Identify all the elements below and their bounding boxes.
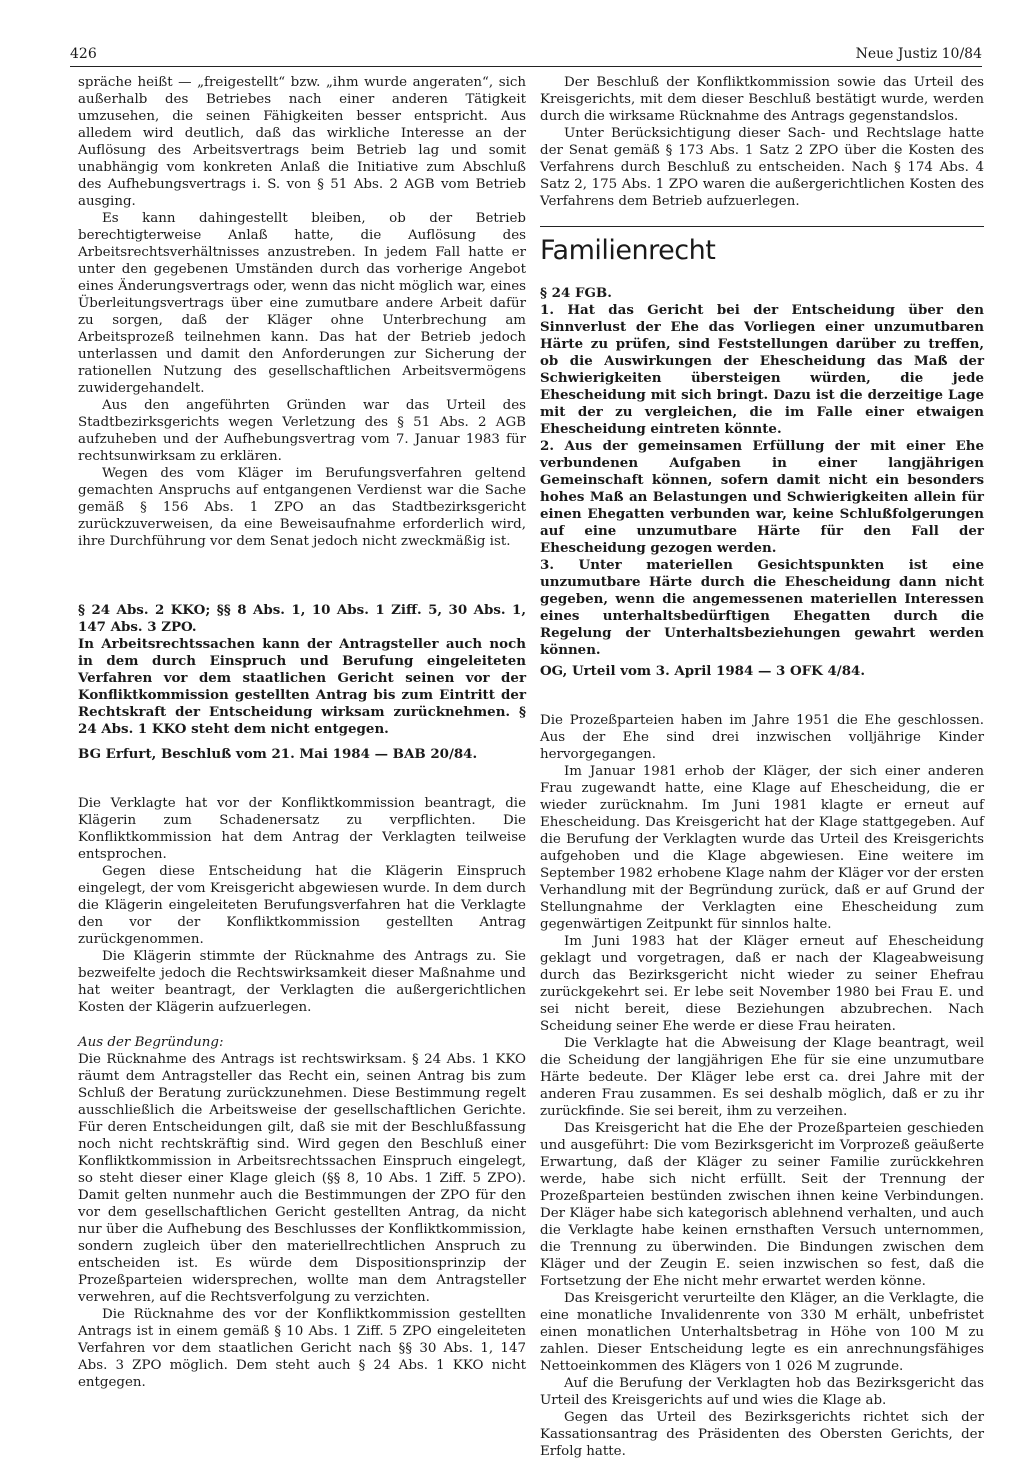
right-paragraph-4: Im Januar 1981 erhob der Kläger, der sich einer anderen Frau zugewandt hatte, eine Klage auf Ehescheidung, die er wieder zurücknahm. Im Juni 1981 klagte er erneut auf Ehescheidung. Das Kreisgericht hat der Klage stattgegeben. Auf die Berufung der Verklagten wurde das Urteil des Kreisgerichts aufgehoben und die Klage abgewiesen. Eine weitere im September 1982 erhobene Klage nahm der Kläger vor der ersten Verhandlung mit der Begründung zurück, daß er auf Grund der Stellungnahme der Verklagten eine Ehescheidung zum gegenwärtigen Zeitpunkt für sinnlos halte.	[540, 764, 984, 932]
case-leitsatz-kko: In Arbeitsrechtssachen kann der Antragsteller auch noch in dem durch Einspruch und Berufung eingeleiteten Verfahren vor dem staatlichen Gericht seinen vor der Konfliktkommission gestellten Antrag bis zum Eintritt der Rechtskraft der Entscheidung wirksam zurücknehmen. § 24 Abs. 1 KKO steht dem nicht entgegen.	[78, 636, 526, 737]
left-paragraph-5: Die Verklagte hat vor der Konfliktkommission beantragt, die Klägerin zum Schadenersatz zu verpflichten. Die Konfliktkommission hat dem Antrag der Verklagten teilweise entsprochen.	[78, 796, 526, 862]
right-paragraph-2: Unter Berücksichtigung dieser Sach- und Rechtslage hatte der Senat gemäß § 173 Abs. 1 Satz 2 ZPO über die Kosten des Verfahrens durch Beschluß zu entscheiden. Nach § 174 Abs. 4 Satz 2, 175 Abs. 1 ZPO waren die außergerichtlichen Kosten des Verfahrens dem Betrieb aufzuerlegen.	[540, 126, 984, 209]
left-paragraph-4: Wegen des vom Kläger im Berufungsverfahren geltend gemachten Anspruchs auf entgangenen Verdienst war die Sache gemäß § 156 Abs. 1 ZPO an das Stadtbezirksgericht zurückzuverweisen, da eine Beweisaufnahme erforderlich wird, ihre Durchführung vor dem Senat jedoch nicht zweckmäßig ist.	[78, 466, 526, 549]
right-paragraph-1: Der Beschluß der Konfliktkommission sowie das Urteil des Kreisgerichts, mit dem dieser Beschluß bestätigt wurde, werden durch die wirksame Rücknahme des Antrags gegenstandslos.	[540, 75, 984, 124]
left-paragraph-7: Die Klägerin stimmte der Rücknahme des Antrags zu. Sie bezweifelte jedoch die Rechtswirksamkeit dieser Maßnahme und hat weiter beantragt, der Verklagten die außergerichtlichen Kosten der Klägerin aufzuerlegen.	[78, 949, 526, 1015]
journal-issue: Neue Justiz 10/84	[855, 46, 982, 62]
case-source-bg-erfurt: BG Erfurt, Beschluß vom 21. Mai 1984 — BAB 20/84.	[78, 746, 478, 762]
page-number: 426	[70, 46, 97, 62]
right-paragraph-5: Im Juni 1983 hat der Kläger erneut auf Ehescheidung geklagt und vorgetragen, daß er nach der Klageabweisung durch das Bezirksgericht nicht wieder zu seiner Ehefrau zurückgekehrt sei. Er lebe seit November 1980 bei Frau E. und sei nicht bereit, diese Beziehungen abzubrechen. Nach Scheidung seiner Ehe werde er diese Frau heiraten.	[540, 934, 984, 1034]
case-source-og: OG, Urteil vom 3. April 1984 — 3 OFK 4/84.	[540, 663, 865, 679]
left-paragraph-9: Die Rücknahme des vor der Konfliktkommission gestellten Antrags ist in einem gemäß § 10 Abs. 1 Ziff. 5 ZPO eingeleiteten Verfahren vor dem staatlichen Gericht nach §§ 30 Abs. 1, 147 Abs. 3 ZPO möglich. Dem steht auch § 24 Abs. 1 KKO nicht entgegen.	[78, 1307, 526, 1390]
left-paragraph-2: Es kann dahingestellt bleiben, ob der Betrieb berechtigterweise Anlaß hatte, die Auflösung des Arbeitsrechtsverhältnisses anzustreben. In jedem Fall hatte er unter den gegebenen Umständen durch das vorherige Angebot eines Änderungsvertrags oder, wenn das nicht möglich war, eines Überleitungsvertrags über eine zumutbare andere Arbeit dafür zu sorgen, daß der Kläger ohne Unterbrechung am Arbeitsprozeß teilnehmen kann. Das hat der Betrieb jedoch unterlassen und damit den Anforderungen zur Sicherung der rationellen Nutzung des gesellschaftlichen Arbeitsvermögens zuwidergehandelt.	[78, 211, 526, 396]
left-paragraph-6: Gegen diese Entscheidung hat die Klägerin Einspruch eingelegt, der vom Kreisgericht abgewiesen wurde. In dem durch die Klägerin eingeleiteten Berufungsverfahren hat die Verklagte den vor der Konfliktkommission gestellten Antrag zurückgenommen.	[78, 864, 526, 947]
right-column	[540, 74, 984, 1460]
right-paragraph-8: Das Kreisgericht verurteilte den Kläger, an die Verklagte, die eine monatliche Invalidenrente von 330 M erhält, unbefristet einen monatlichen Unterhaltsbetrag in Höhe von 100 M zu zahlen. Dieser Entscheidung legte es ein anrechnungsfähiges Nettoeinkommen des Klägers von 1 026 M zugrunde.	[540, 1291, 984, 1374]
right-paragraph-6: Die Verklagte hat die Abweisung der Klage beantragt, weil die Scheidung der langjährigen Ehe für sie eine unzumutbare Härte bedeute. Der Kläger lebe erst ca. drei Jahre mit der anderen Frau zusammen. Es sei deshalb möglich, daß er zu ihr zurückfinde. Sie sei bereit, ihm zu verzeihen.	[540, 1036, 984, 1119]
section-familienrecht	[540, 226, 984, 267]
left-paragraph-1: spräche heißt — „freigestellt“ bzw. „ihm wurde angeraten“, sich außerhalb des Betriebes nach einer anderen Tätigkeit umzusehen, die seinen Fähigkeiten besser entspricht. Aus alledem wird deutlich, daß das wirkliche Interesse an der Auflösung des Arbeitsvertrags beim Betrieb lag und somit unabhängig vom konkreten Anlaß die Initiative zum Abschluß des Aufhebungsvertrags i. S. von § 51 Abs. 2 AGB vom Betrieb ausging.	[78, 75, 526, 209]
left-paragraph-8: Die Rücknahme des Antrags ist rechtswirksam. § 24 Abs. 1 KKO räumt dem Antragsteller das Recht ein, seinen Antrag bis zum Schluß der Beratung zurückzunehmen. Diese Bestimmung regelt ausschließlich die Arbeitsweise der gesellschaftlichen Gerichte. Für deren Entscheidungen gilt, daß sie mit der Beschlußfassung noch nicht rechtskräftig sind. Wird gegen den Beschluß einer Konfliktkommission in Arbeitsrechtssachen Einspruch eingelegt, so steht dieser einer Klage gleich (§§ 8, 10 Abs. 1 Ziff. 5 ZPO). Damit gelten nunmehr auch die Bestimmungen der ZPO für den vor dem gesellschaftlichen Gericht gestellten Antrag, da nicht nur über die Aufhebung des Beschlusses der Konfliktkommission, sondern zugleich über den materiellrechtlichen Anspruch zu entscheiden ist. Es würde dem Dispositionsprinzip der Prozeßparteien widersprechen, wollte man dem Antragsteller verwehren, auf die Rechtsverfolgung zu verzichten.	[78, 1052, 526, 1305]
right-paragraph-9: Auf die Berufung der Verklagten hob das Bezirksgericht das Urteil des Kreisgerichts auf und wies die Klage ab.	[540, 1376, 984, 1408]
begruendung-heading: Aus der Begründung:	[78, 1035, 224, 1050]
right-paragraph-3: Die Prozeßparteien haben im Jahre 1951 die Ehe geschlossen. Aus der Ehe sind drei inzwischen volljährige Kinder hervorgegangen.	[540, 713, 984, 762]
right-paragraph-7: Das Kreisgericht hat die Ehe der Prozeßparteien geschieden und ausgeführt: Die vom Bezirksgericht im Vorprozeß geäußerte Erwartung, daß der Kläger zu seiner Familie zurückkehren werde, habe sich nicht erfüllt. Seit der Trennung der Prozeßparteien bestünden zwischen ihnen keine Verbindungen. Der Kläger habe sich kategorisch ablehnend verhalten, und auch die Verklagte habe keinen ernsthaften Versuch unternommen, die Trennung zu überwinden. Die Bindungen zwischen dem Kläger und der Zeugin E. seien inzwischen so fest, daß die Fortsetzung der Ehe nicht mehr erwartet werden könne.	[540, 1121, 984, 1289]
left-paragraph-3: Aus den angeführten Gründen war das Urteil des Stadtbezirksgerichts wegen Verletzung des § 51 Abs. 2 AGB aufzuheben und der Aufhebungsvertrag vom 7. Januar 1983 für rechtsunwirksam zu erklären.	[78, 398, 526, 464]
right-paragraph-10: Gegen das Urteil des Bezirksgerichts richtet sich der Kassationsantrag des Präsidenten des Obersten Gerichts, der Erfolg hatte.	[540, 1410, 984, 1459]
case-heading-kko: § 24 Abs. 2 KKO; §§ 8 Abs. 1, 10 Abs. 1 Ziff. 5, 30 Abs. 1, 147 Abs. 3 ZPO.	[78, 602, 526, 635]
section-title: Familienrecht	[540, 235, 716, 266]
leitsatz-2: 2. Aus der gemeinsamen Erfüllung der mit einer Ehe verbundenen Aufgaben in einer langjährigen Gemeinschaft können, sofern damit nicht ein besonders hohes Maß an Belastungen und Schwierigkeiten allein für einen Ehegatten verbunden war, keine Schlußfolgerungen auf eine unzumutbare Härte für den Fall der Ehescheidung gezogen werden.	[540, 438, 984, 556]
case-heading-fgb: § 24 FGB.	[540, 285, 612, 301]
left-column	[78, 74, 526, 1391]
leitsatz-3: 3. Unter materiellen Gesichtspunkten ist eine unzumutbare Härte durch die Ehescheidung dann nicht gegeben, wenn die angemessenen materiellen Interessen eines unterhaltsbedürftigen Ehegatten durch die Regelung der Unterhaltsbeziehungen gewahrt werden können.	[540, 557, 984, 658]
leitsatz-1: 1. Hat das Gericht bei der Entscheidung über den Sinnverlust der Ehe das Vorliegen einer unzumutbaren Härte zu prüfen, sind Feststellungen darüber zu treffen, ob die Auswirkungen der Ehescheidung das Maß der Schwierigkeiten übersteigen würden, die jede Ehescheidung mit sich bringt. Dazu ist die derzeitige Lage mit der zu vergleichen, die im Falle einer etwaigen Ehescheidung eintreten könnte.	[540, 302, 984, 437]
header-rule	[70, 66, 982, 67]
